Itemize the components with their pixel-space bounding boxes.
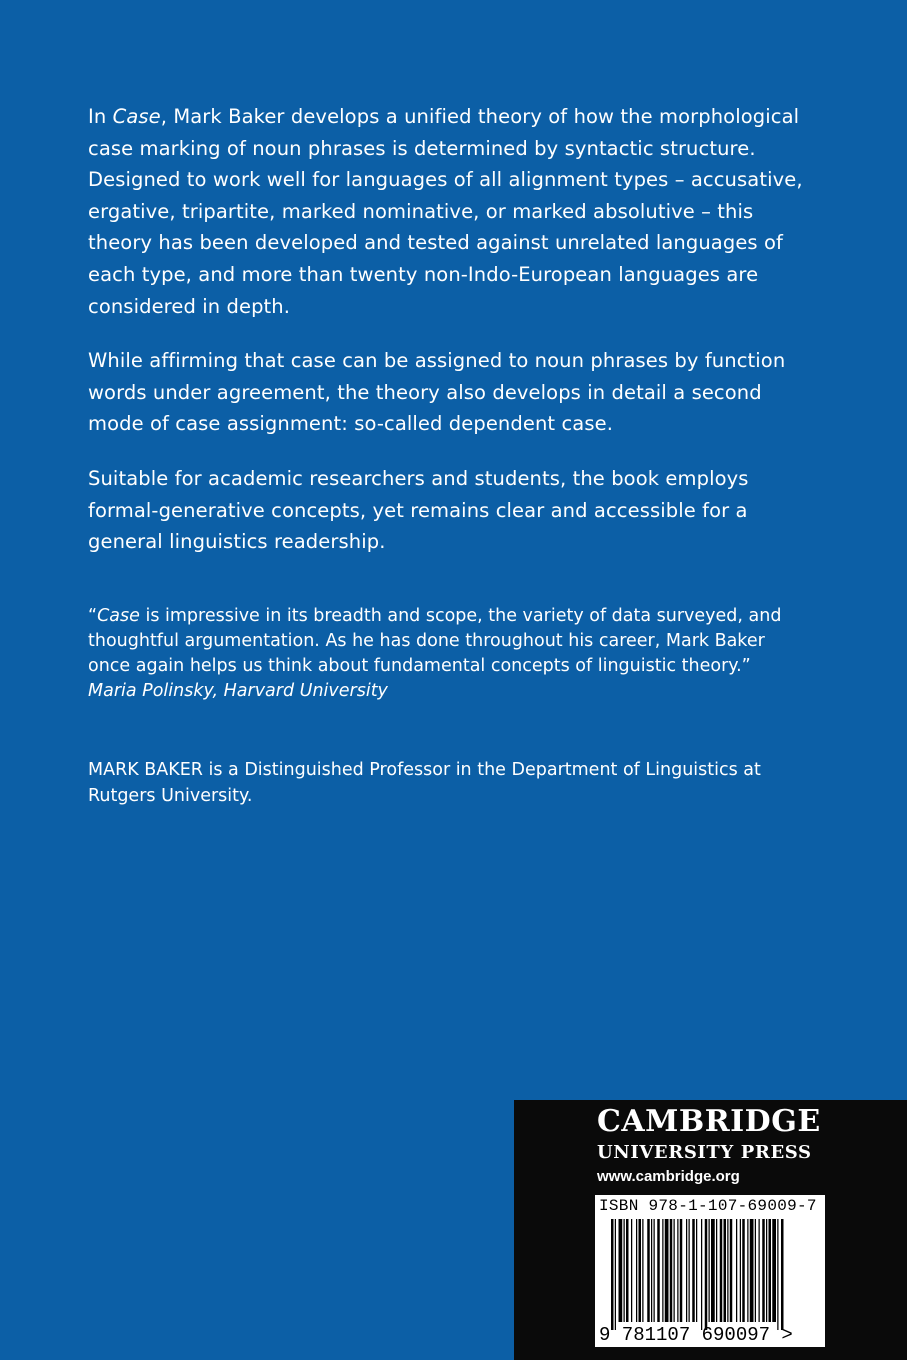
publisher-panel (514, 1100, 907, 1360)
barcode-bar (619, 1219, 623, 1322)
barcode-bar (769, 1219, 772, 1322)
quote-attribution: Maria Polinsky, Harvard University (88, 681, 388, 701)
book-description (88, 101, 808, 581)
p1-rest: , Mark Baker develops a unified theory of how the morphological case marking of noun phrases is determined by syntactic structure. Designed to work well for languages of all alignment types – accusative, ergative, tripartite, marked nominative, or marked absolutive – this theory has been developed and tested against unrelated languages of each type, and more than twenty non-Indo-European languages are considered in depth. (88, 105, 803, 318)
barcode-bar (639, 1219, 642, 1322)
barcode-panel (595, 1195, 825, 1347)
quote-book-title: Case (97, 606, 140, 626)
barcode-bar (736, 1219, 737, 1322)
description-paragraph-3: Suitable for academic researchers and students, the book employs formal-generative concepts, yet remains clear and accessible for a general linguistics readership. (88, 466, 749, 554)
barcode-bar (727, 1219, 728, 1322)
barcode-bar (689, 1219, 690, 1322)
barcode-bar (716, 1219, 717, 1322)
barcode-bar (711, 1219, 715, 1322)
barcode-bar (636, 1219, 637, 1322)
isbn-label: ISBN 978-1-107-69009-7 (599, 1197, 817, 1215)
book-title-italic: Case (112, 105, 161, 128)
barcode-bar (665, 1219, 669, 1322)
barcode-bar (772, 1219, 776, 1322)
barcode-bar (724, 1219, 727, 1322)
barcode-bar (611, 1219, 614, 1330)
barcode-bar (677, 1219, 678, 1322)
barcode-bar (662, 1219, 663, 1322)
barcode-bar (654, 1219, 655, 1322)
barcode-bar (750, 1219, 754, 1322)
barcode-bar (674, 1219, 675, 1322)
barcode-bar (615, 1219, 616, 1330)
barcode-bar (720, 1219, 723, 1322)
barcode-bar (730, 1219, 733, 1322)
barcode-bar (692, 1219, 695, 1322)
barcode-bar (747, 1219, 748, 1322)
barcode-bar (631, 1219, 632, 1322)
quote-text (88, 604, 808, 679)
p1-prefix: In (88, 105, 113, 128)
barcode-bar (742, 1219, 745, 1322)
barcode-bar (705, 1219, 708, 1330)
publisher-name: CAMBRIDGE (597, 1104, 821, 1139)
barcode-bar (740, 1219, 741, 1322)
author-bio-text: MARK BAKER is a Distinguished Professor in the Department of Linguistics at Rutgers University. (88, 760, 761, 806)
publisher-url: www.cambridge.org (597, 1168, 740, 1185)
barcode-bar (647, 1219, 650, 1322)
barcode-bar (670, 1219, 673, 1322)
barcode-bar (781, 1219, 784, 1330)
barcode-bar (651, 1219, 652, 1322)
barcode-bar (626, 1219, 629, 1322)
barcode-bar (701, 1219, 702, 1330)
description-paragraph-2: While affirming that case can be assigned to noun phrases by function words under agreement, the theory also develops in detail a second mode of case assignment: so-called dependent case. (88, 349, 786, 436)
quote-open-mark: “ (88, 606, 98, 626)
author-bio (88, 757, 808, 809)
barcode-bar (762, 1219, 765, 1322)
barcode-bar (755, 1219, 756, 1322)
barcode-bar (766, 1219, 767, 1322)
barcode-digits: 9 781107 690097 > (599, 1324, 793, 1346)
barcode-bar (624, 1219, 625, 1322)
review-quote (88, 604, 808, 704)
barcode-bar (709, 1219, 710, 1322)
quote-body: is impressive in its breadth and scope, the variety of data surveyed, and thoughtful argumentation. As he has done throughout his career, Mark Baker once again helps us think about fundamental concepts of linguistic theory.” (88, 606, 782, 676)
publisher-subtitle: UNIVERSITY PRESS (597, 1142, 812, 1163)
barcode-bar (777, 1219, 778, 1330)
barcode-bar (696, 1219, 697, 1322)
barcode-bar (680, 1219, 683, 1322)
barcode-bar (686, 1219, 687, 1322)
description-paragraph-1 (88, 101, 808, 322)
barcode-bar (657, 1219, 660, 1322)
barcode-bar (759, 1219, 760, 1322)
barcode-bar (642, 1219, 643, 1322)
